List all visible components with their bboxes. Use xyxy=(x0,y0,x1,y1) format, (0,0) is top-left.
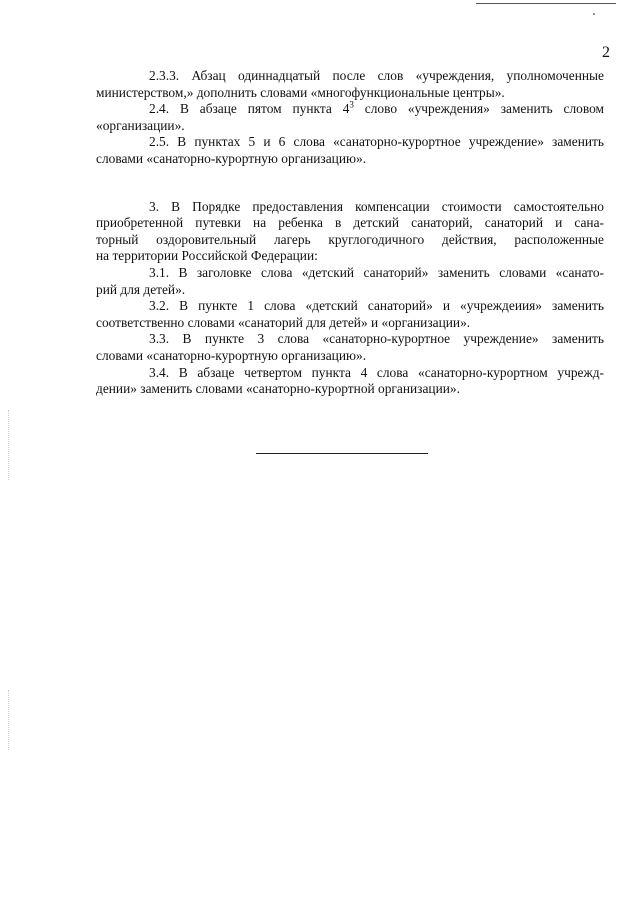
text-line: рий для детей». xyxy=(96,281,186,297)
paragraph-3-3 xyxy=(96,331,604,364)
paragraph-gap xyxy=(144,168,604,199)
text-line: дении» заменить словами «санаторно-курортной организации». xyxy=(96,381,460,397)
paragraph-2-3-3 xyxy=(96,68,604,101)
text-line: 3. В Порядке предоставления компенсации стоимости самостоятельно xyxy=(149,198,604,214)
text-line: 3.4. В абзаце четвертом пункта 4 слова «санаторно-курортном учрежд- xyxy=(149,364,604,380)
text-line: 3.3. В пункте 3 слова «санаторно-курортное учреждение» заменить xyxy=(149,331,604,347)
closing-rule xyxy=(256,453,428,454)
paragraph-2-5 xyxy=(96,134,604,167)
text-fragment: слово «учреждения» заменить словом xyxy=(353,101,605,117)
text-line: приобретенной путевки на ребенка в детский санаторий, санаторий и сана- xyxy=(96,215,604,231)
top-edge-rule xyxy=(476,3,616,4)
text-line: 3.1. В заголовке слова «детский санаторий» заменить словами «санато- xyxy=(149,264,604,280)
scan-speck xyxy=(593,13,595,15)
text-line: 2.5. В пунктах 5 и 6 слова «санаторно-курортное учреждение» заменить xyxy=(149,134,604,150)
paragraph-2-4 xyxy=(96,99,605,134)
text-line: министерством,» дополнить словами «многофункциональные центры». xyxy=(96,84,505,100)
text-line xyxy=(144,101,604,118)
superscript: 3 xyxy=(349,99,354,110)
paragraph-3-4 xyxy=(96,364,604,398)
text-line: словами «санаторно-курортную организацию». xyxy=(96,347,367,363)
text-line: торный оздоровительный лагерь круглогодичного действия, расположенные xyxy=(96,231,604,247)
page-number: 2 xyxy=(602,44,610,61)
text-line: соответственно словами «санаторий для детей» и «организации». xyxy=(96,314,471,330)
scan-margin-dots xyxy=(8,410,10,480)
text-line: словами «санаторно-курортную организацию». xyxy=(96,150,367,166)
scan-margin-dots xyxy=(8,690,10,750)
text-line: на территории Российской Федерации: xyxy=(96,248,318,264)
paragraph-3-1 xyxy=(96,264,604,298)
text-line: 2.3.3. Абзац одиннадцатый после слов «учреждения, уполномоченные xyxy=(149,68,604,83)
text-line: «организации». xyxy=(96,117,185,133)
text-fragment: 2.4. В абзаце пятом пункта 4 xyxy=(149,101,350,117)
document-body xyxy=(96,68,605,398)
text-line: 3.2. В пункте 1 слова «детский санаторий» и «учреждеиия» заменить xyxy=(149,298,604,314)
paragraph-3-2 xyxy=(96,298,604,331)
paragraph-3 xyxy=(96,198,604,265)
